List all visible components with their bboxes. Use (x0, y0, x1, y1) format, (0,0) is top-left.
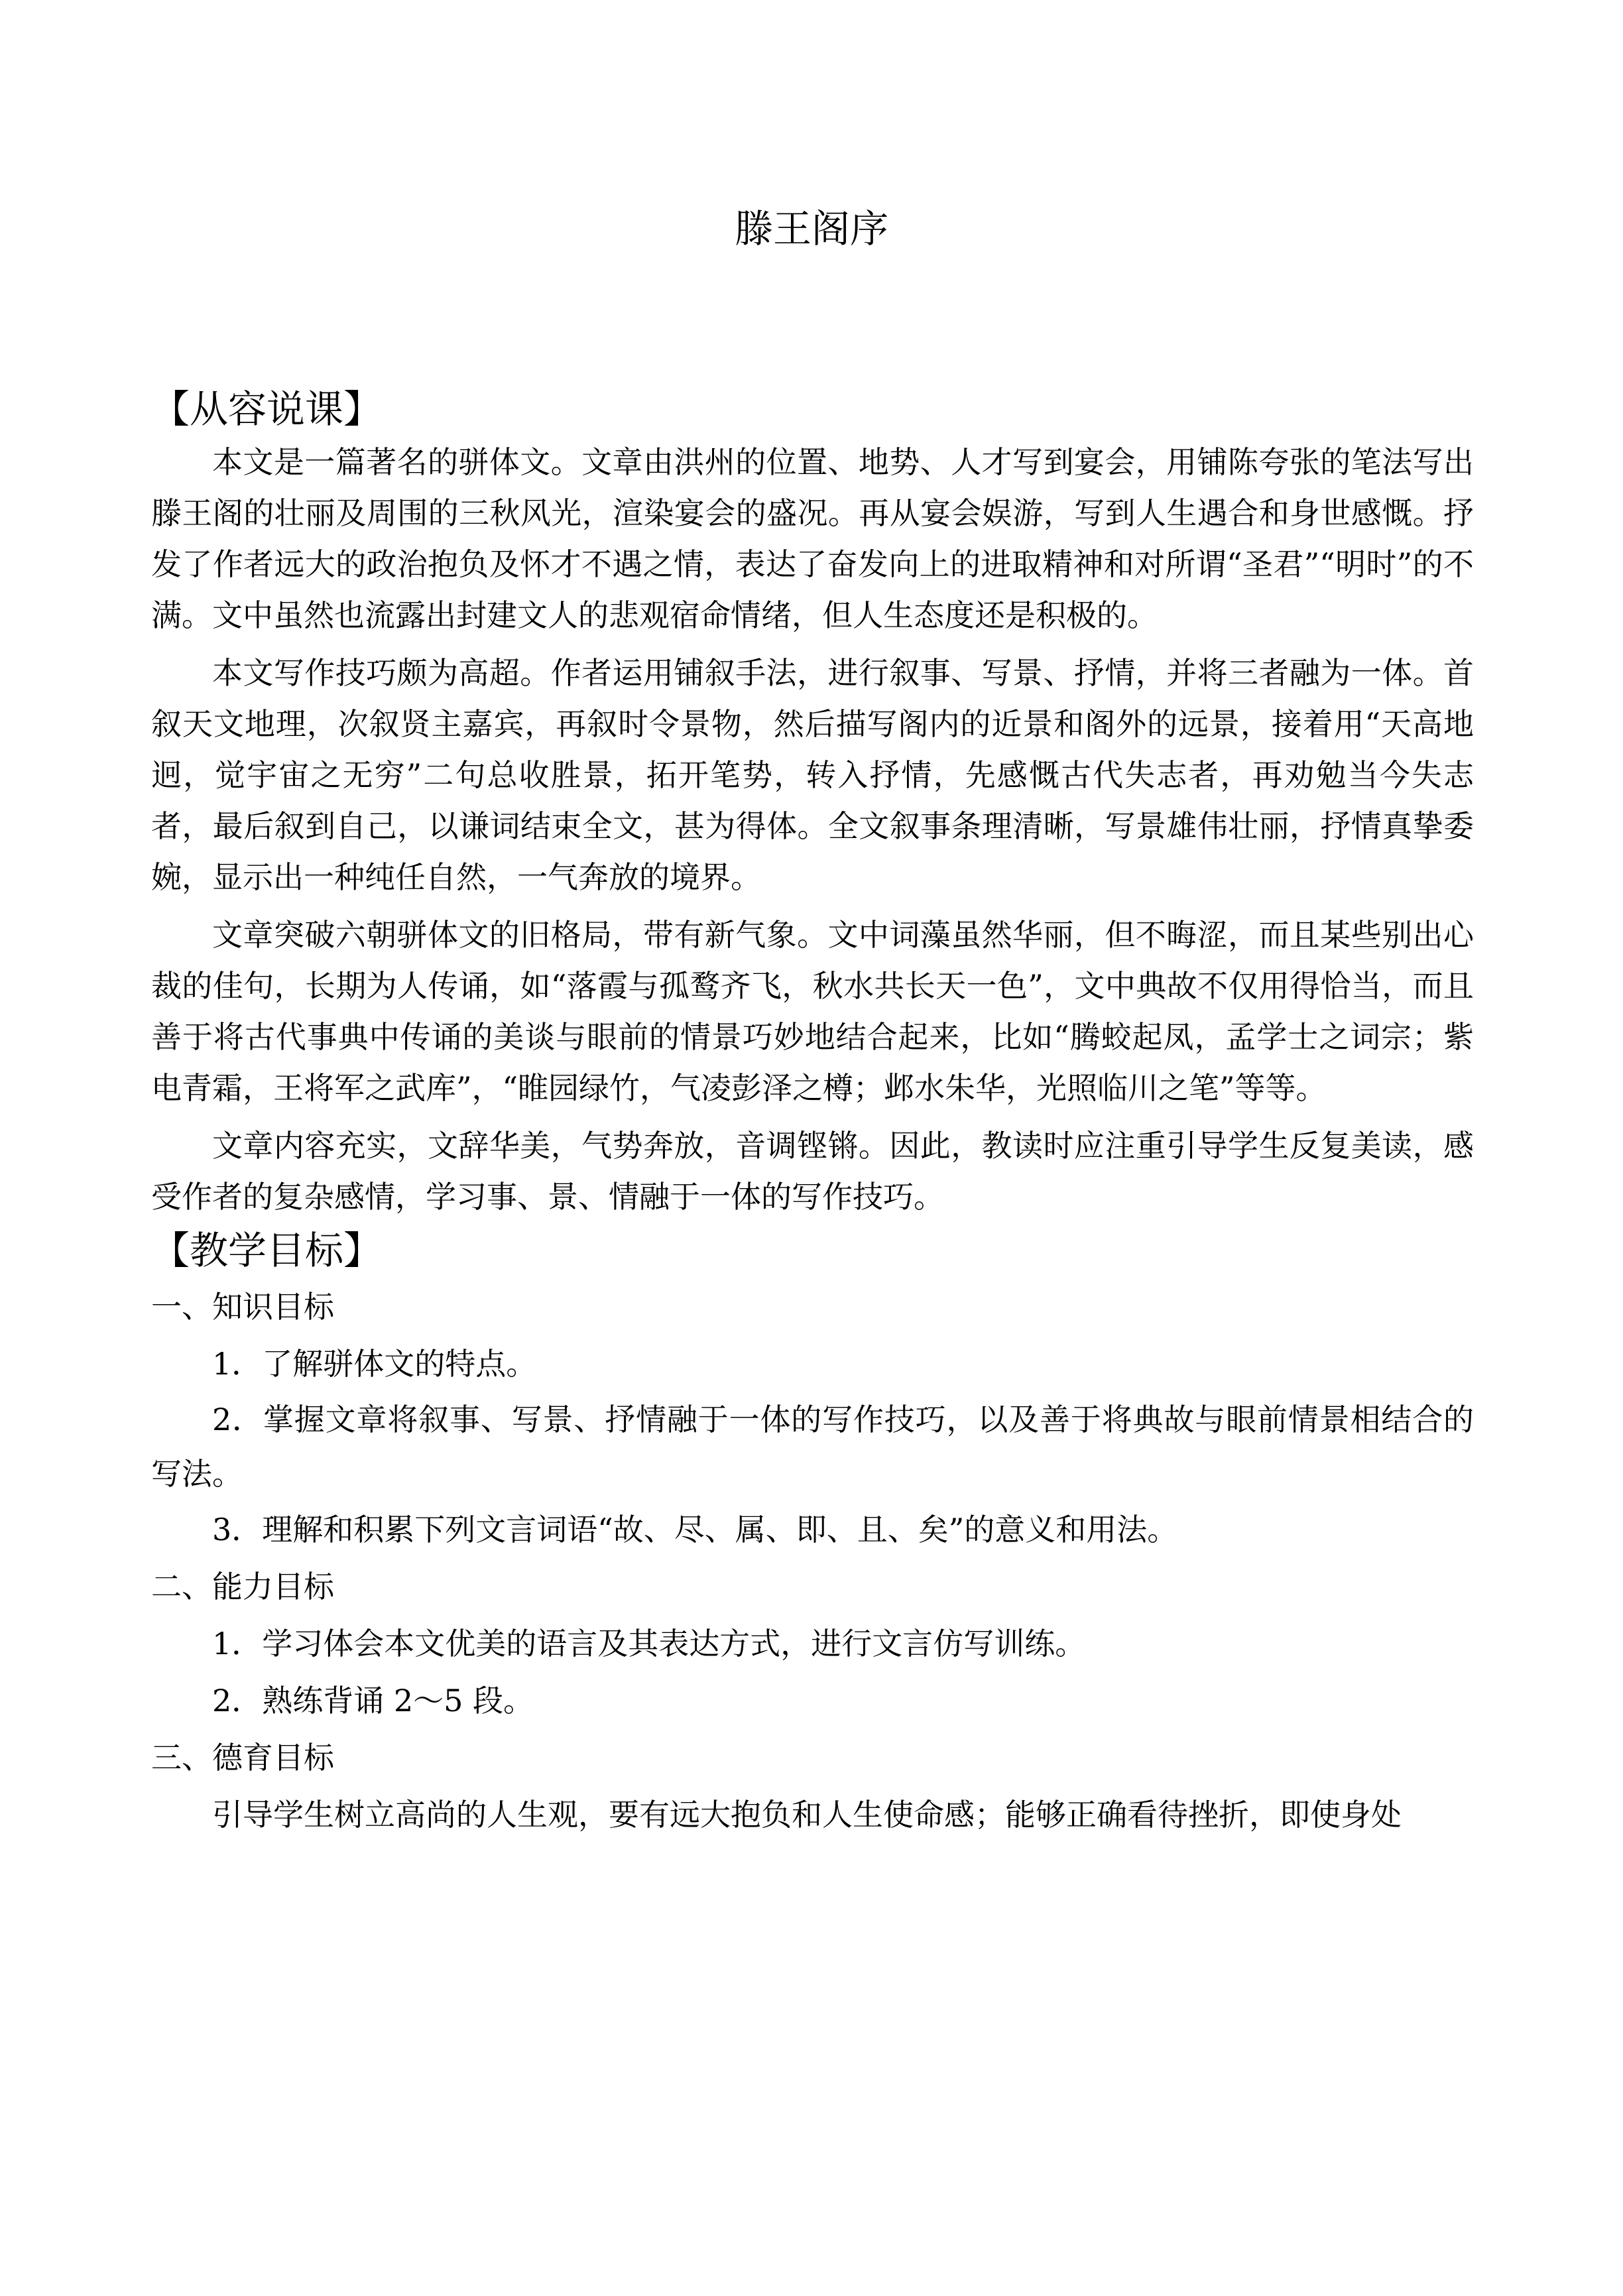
section-heading-intro: 【从容说课】 (151, 387, 383, 432)
knowledge-goal-item-3: 3．理解和积累下列文言词语“故、尽、属、即、且、矣”的意义和用法。 (212, 1512, 1178, 1547)
intro-paragraph-3: 文章突破六朝骈体文的旧格局，带有新气象。文中词藻虽然华丽，但不晦涩，而且某些别出心裁的佳句，长期为人传诵，如“落霞与孤鹜齐飞，秋水共长天一色”，文中典故不仅用得恰当，而且善于将古代事典中传诵的美谈与眼前的情景巧妙地结合起来，比如“腾蛟起凤，孟学士之词宗；紫电青霜，王将军之武库”，“睢园绿竹，气凌彭泽之樽；邺水朱华，光照临川之笔”等等。 (151, 917, 1474, 1106)
knowledge-goal-item-1: 1．了解骈体文的特点。 (212, 1346, 537, 1382)
intro-paragraph-4: 文章内容充实，文辞华美，气势奔放，音调铿锵。因此，教读时应注重引导学生反复美读，感受作者的复杂感情，学习事、景、情融于一体的写作技巧。 (151, 1128, 1474, 1215)
ability-goal-item-1: 1．学习体会本文优美的语言及其表达方式，进行文言仿写训练。 (212, 1626, 1086, 1662)
moral-goals-heading: 三、德育目标 (151, 1740, 334, 1776)
document-body (151, 381, 1474, 1843)
intro-paragraph-1: 本文是一篇著名的骈体文。文章由洪州的位置、地势、人才写到宴会，用铺陈夸张的笔法写出滕王阁的壮丽及周围的三秋风光，渲染宴会的盛况。再从宴会娱游，写到人生遇合和身世感慨。抒发了作者远大的政治抱负及怀才不遇之情，表达了奋发向上的进取精神和对所谓“圣君”“明时”的不满。文中虽然也流露出封建文人的悲观宿命情绪，但人生态度还是积极的。 (151, 444, 1474, 633)
moral-goal-text: 引导学生树立高尚的人生观，要有远大抱负和人生使命感；能够正确看待挫折，即使身处 (212, 1797, 1402, 1833)
knowledge-goal-item-2: 2．掌握文章将叙事、写景、抒情融于一体的写作技巧，以及善于将典故与眼前情景相结合的写法。 (151, 1402, 1474, 1492)
intro-paragraph-2: 本文写作技巧颇为高超。作者运用铺叙手法，进行叙事、写景、抒情，并将三者融为一体。首叙天文地理，次叙贤主嘉宾，再叙时令景物，然后描写阁内的近景和阁外的远景，接着用“天高地迥，觉宇宙之无穷”二句总收胜景，拓开笔势，转入抒情，先感慨古代失志者，再劝勉当今失志者，最后叙到自己，以谦词结束全文，甚为得体。全文叙事条理清晰，写景雄伟壮丽，抒情真挚委婉，显示出一种纯任自然，一气奔放的境界。 (151, 655, 1474, 895)
ability-goals-heading: 二、能力目标 (151, 1569, 334, 1604)
ability-goal-item-2: 2．熟练背诵 2～5 段。 (212, 1683, 534, 1719)
document-title: 滕王阁序 (734, 206, 888, 251)
knowledge-goals-heading: 一、知识目标 (151, 1289, 334, 1325)
section-heading-goals: 【教学目标】 (151, 1228, 383, 1273)
